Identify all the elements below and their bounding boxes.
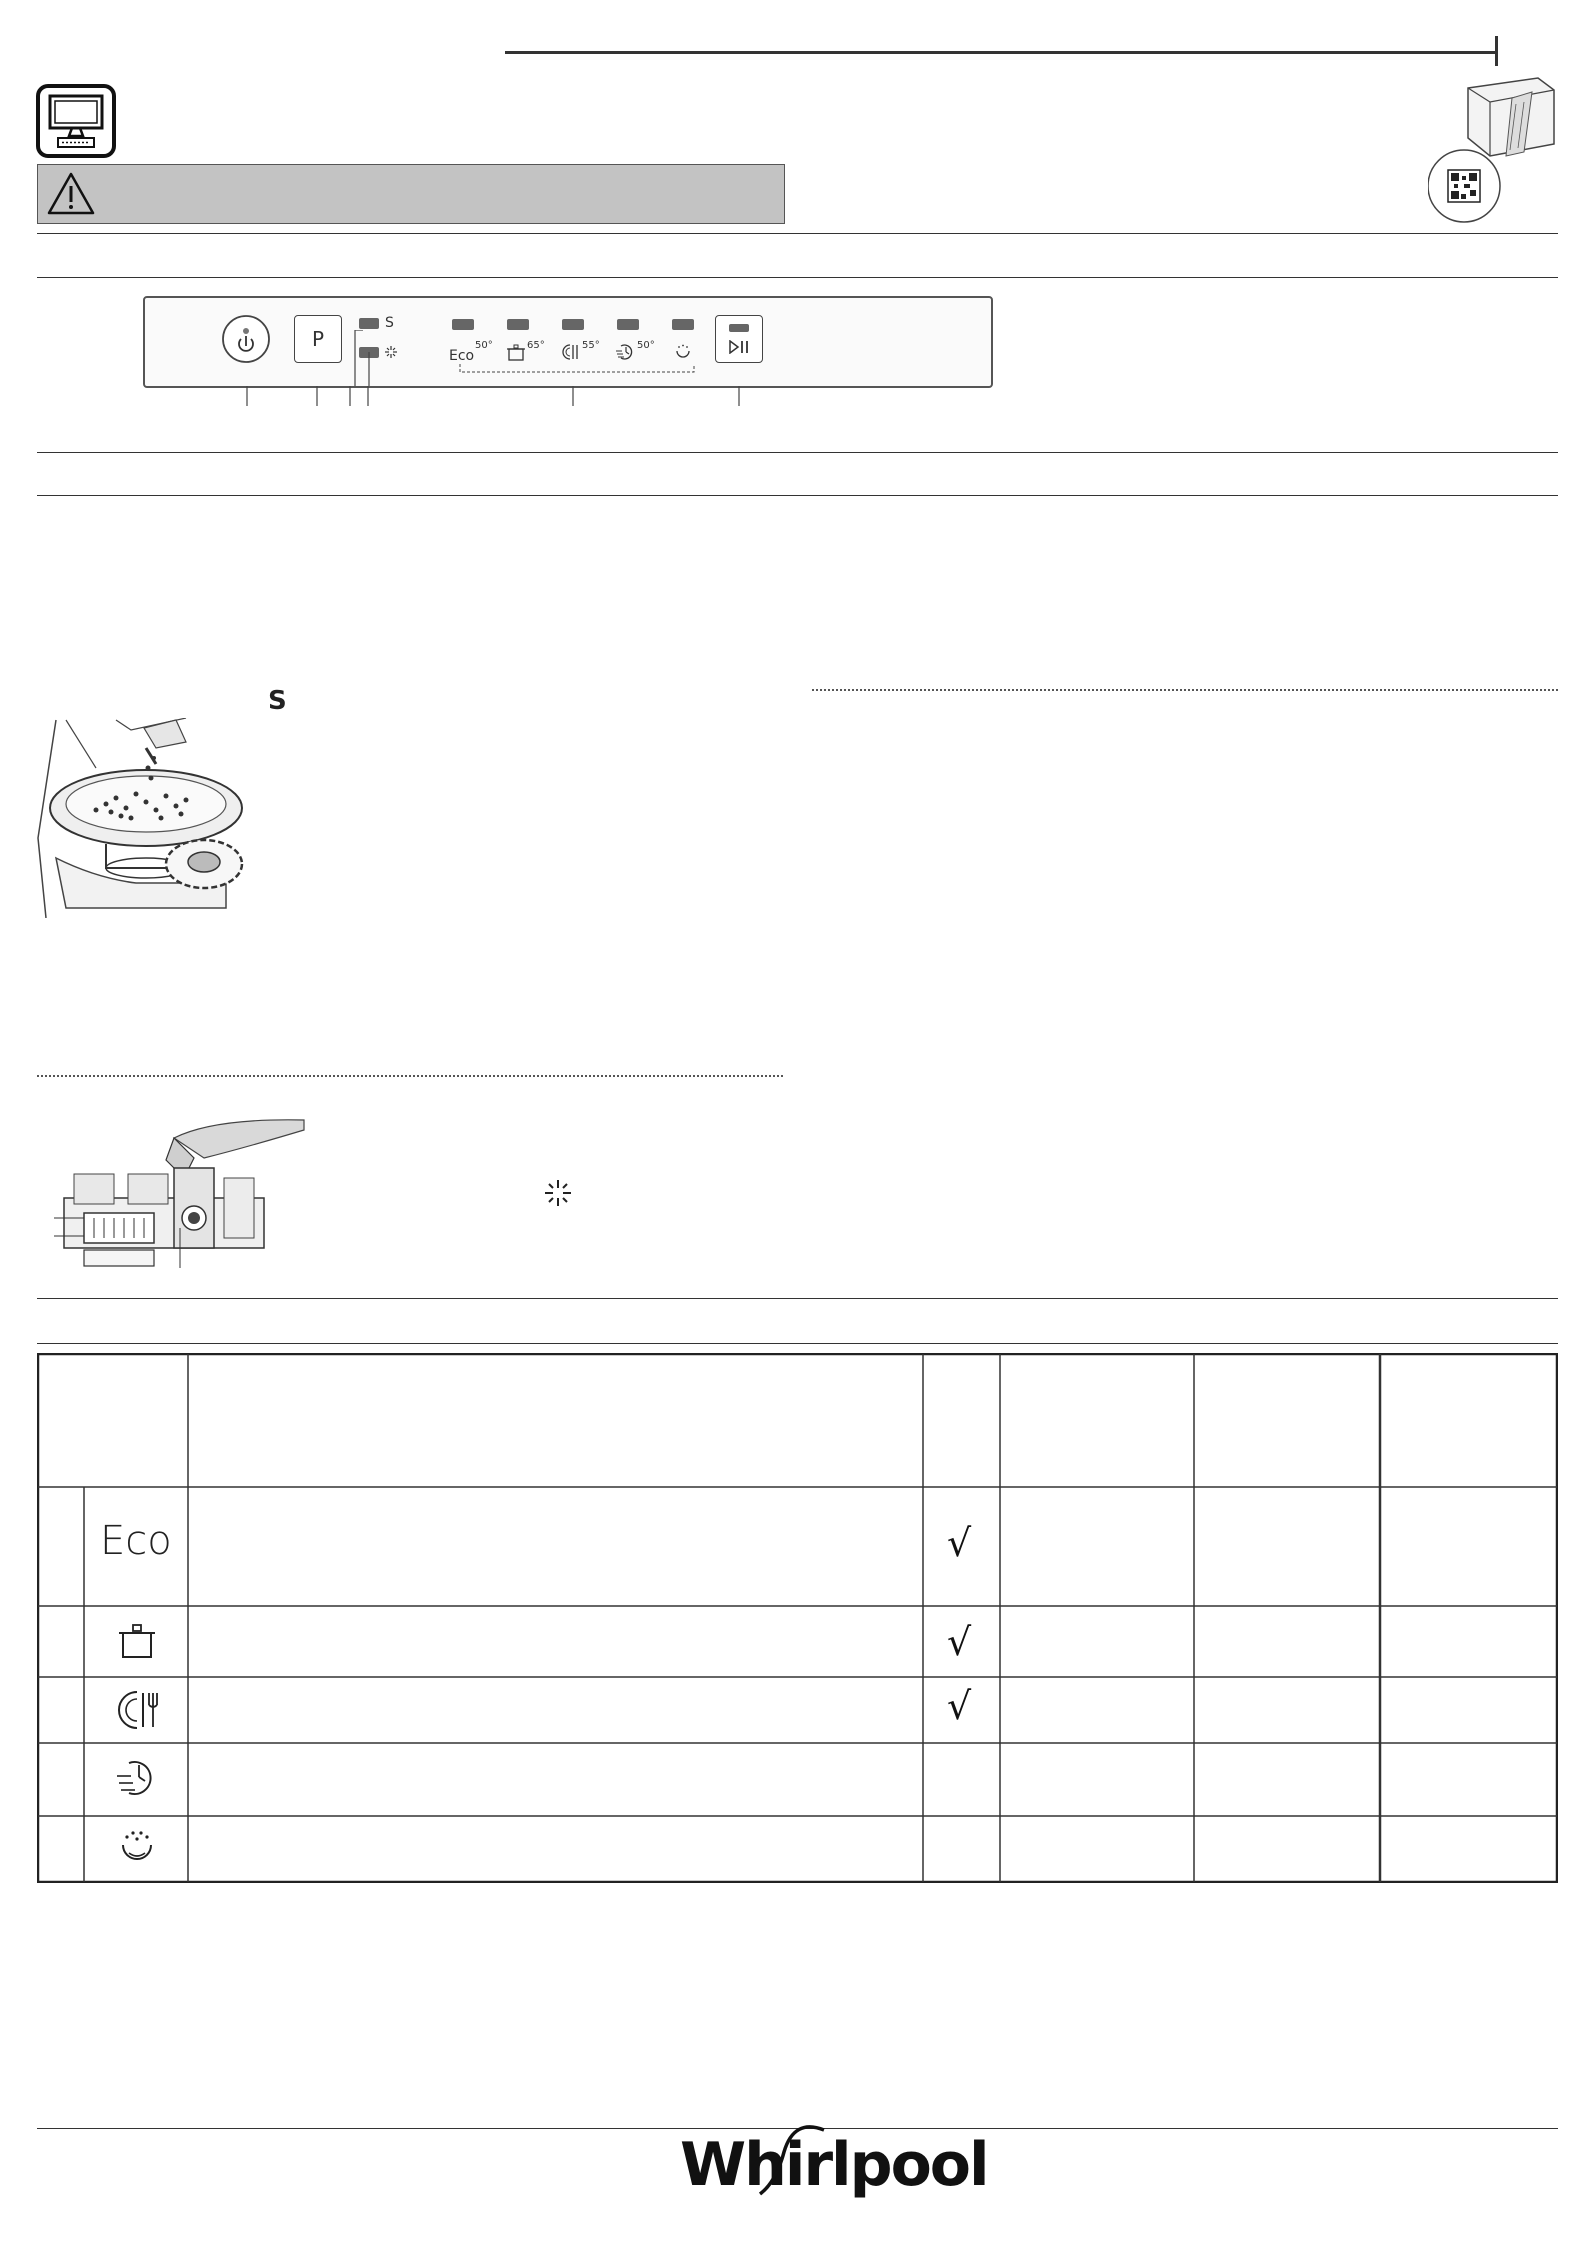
program-led-2 — [507, 319, 529, 330]
control-panel-leader-lines — [143, 386, 1043, 416]
table-row-eco-label: Eco — [100, 1518, 172, 1564]
table-row-eco-check: √ — [947, 1521, 972, 1565]
plate-cutlery-icon — [115, 1689, 159, 1731]
dishwasher-qr-illustration — [1428, 74, 1558, 228]
control-panel — [143, 296, 993, 388]
header-rule — [505, 51, 1497, 54]
brand-name: Whirlpool — [680, 2130, 988, 2200]
program-button-label: P — [311, 327, 325, 351]
section-rule-6 — [37, 1343, 1558, 1344]
quick-clock-icon — [615, 343, 635, 361]
program-group-bracket — [458, 364, 698, 378]
program-led-5 — [672, 319, 694, 330]
indicator-leader-lines — [345, 330, 385, 390]
program-table — [37, 1353, 1558, 1883]
pot-icon — [506, 343, 526, 361]
warning-icon — [46, 171, 96, 217]
sparkle-icon — [543, 1178, 573, 1208]
program-quick-temp: 50° — [637, 340, 655, 351]
right-column-dotted-rule — [812, 689, 1558, 691]
online-info-icon — [36, 84, 116, 158]
section-rule-2 — [37, 277, 1558, 278]
power-button[interactable] — [221, 314, 271, 364]
sparkle-icon — [384, 345, 398, 359]
program-eco-temp: 50° — [475, 340, 493, 351]
section-rule-1 — [37, 233, 1558, 234]
program-led-1 — [452, 319, 474, 330]
table-row-normal-check: √ — [947, 1684, 972, 1728]
section-rule-4 — [37, 495, 1558, 496]
section-rule-5 — [37, 1298, 1558, 1299]
salt-symbol: S — [268, 686, 287, 716]
whirlpool-logo — [680, 2130, 988, 2200]
start-pause-led — [729, 324, 749, 332]
program-led-3 — [562, 319, 584, 330]
salt-indicator-symbol: S — [385, 315, 394, 331]
left-column-dotted-rule — [37, 1075, 783, 1077]
prewash-icon — [673, 343, 693, 361]
program-normal-temp: 55° — [582, 340, 600, 351]
program-intensive-temp: 65° — [527, 340, 545, 351]
program-led-4 — [617, 319, 639, 330]
program-button[interactable] — [294, 315, 342, 363]
program-eco-label: Eco — [449, 348, 475, 364]
play-pause-icon — [728, 340, 750, 354]
start-pause-button[interactable] — [715, 315, 763, 363]
rinse-aid-refill-illustration — [54, 1118, 314, 1268]
salt-refill-illustration — [36, 718, 256, 918]
table-row-intensive-check: √ — [947, 1620, 972, 1664]
pot-icon — [117, 1621, 157, 1661]
plate-cutlery-icon — [560, 343, 580, 361]
header-rule-end — [1495, 36, 1498, 66]
quick-clock-icon — [115, 1757, 159, 1799]
warning-bar — [37, 164, 785, 224]
prewash-icon — [113, 1827, 161, 1875]
salt-indicator-led — [359, 318, 379, 329]
section-rule-3 — [37, 452, 1558, 453]
